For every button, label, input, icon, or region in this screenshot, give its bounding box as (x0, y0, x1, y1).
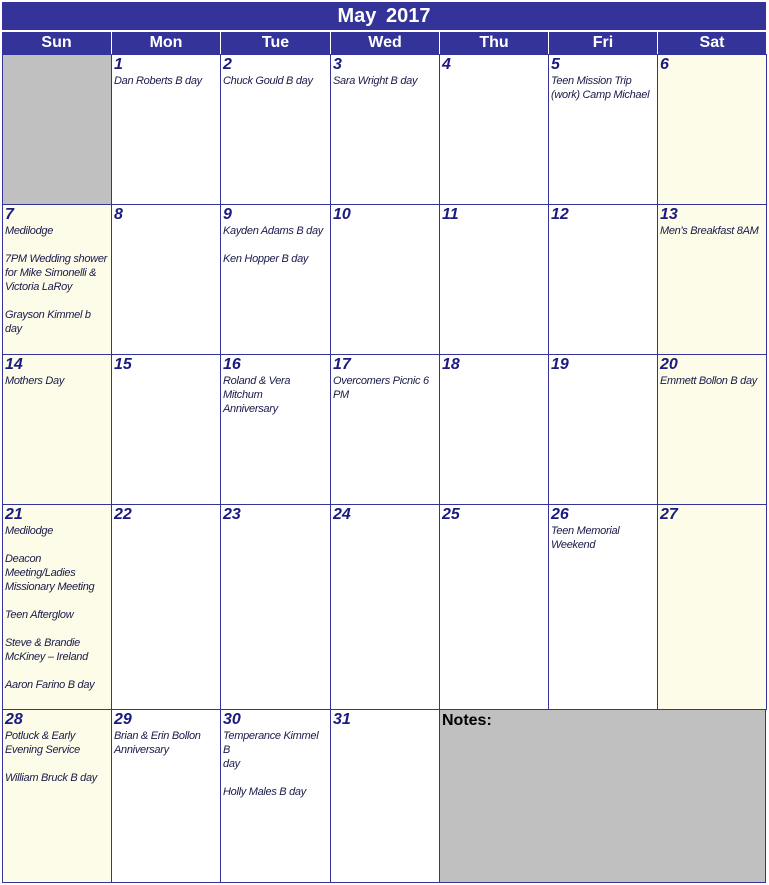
day-cell-3[interactable] (330, 54, 440, 205)
day-number: 4 (442, 56, 451, 73)
day-events: Medilodge 7PM Wedding shower for Mike Simonelli & Victoria LaRoy Grayson Kimmel b day (5, 225, 108, 335)
day-number: 21 (5, 506, 23, 523)
day-cell-4[interactable] (439, 54, 549, 205)
day-number: 9 (223, 206, 232, 223)
day-cell-27[interactable] (657, 504, 767, 710)
day-number: 29 (114, 711, 132, 728)
day-cell-18[interactable] (439, 354, 549, 505)
day-cell-13[interactable] (657, 204, 767, 355)
day-cell-31[interactable] (330, 709, 440, 883)
day-cell-22[interactable] (111, 504, 221, 710)
day-number: 16 (223, 356, 241, 373)
day-number: 19 (551, 356, 569, 373)
day-number: 31 (333, 711, 351, 728)
day-cell-8[interactable] (111, 204, 221, 355)
day-number: 24 (333, 506, 351, 523)
day-events: Chuck Gould B day (223, 75, 313, 87)
day-cell-16[interactable] (220, 354, 331, 505)
day-number: 3 (333, 56, 342, 73)
day-cell-19[interactable] (548, 354, 658, 505)
day-cell-30[interactable] (220, 709, 331, 883)
day-number: 10 (333, 206, 351, 223)
weekday-header-sat: Sat (658, 32, 766, 54)
calendar-title: May 2017 (2, 2, 766, 30)
day-events: Kayden Adams B day Ken Hopper B day (223, 225, 323, 265)
day-events: Mothers Day (5, 375, 65, 387)
notes-label: Notes: (442, 712, 492, 729)
empty-day-cell[interactable] (2, 54, 112, 205)
day-events: Temperance Kimmel B day Holly Males B day (223, 730, 319, 798)
day-cell-14[interactable] (2, 354, 112, 505)
day-cell-6[interactable] (657, 54, 767, 205)
day-cell-24[interactable] (330, 504, 440, 710)
day-events: Men's Breakfast 8AM (660, 225, 759, 237)
day-number: 11 (442, 206, 459, 223)
day-number: 14 (5, 356, 23, 373)
day-number: 25 (442, 506, 460, 523)
day-events: Potluck & Early Evening Service William Bruck B day (5, 730, 98, 784)
day-cell-25[interactable] (439, 504, 549, 710)
day-number: 6 (660, 56, 669, 73)
day-cell-23[interactable] (220, 504, 331, 710)
day-events: Medilodge Deacon Meeting/Ladies Missionary Meeting Teen Afterglow Steve & Brandie McKiney – Ireland Aaron Farino B day (5, 525, 95, 691)
weekday-header-thu: Thu (440, 32, 548, 54)
day-number: 22 (114, 506, 132, 523)
day-events: Roland & Vera Mitchum Anniversary (223, 375, 291, 415)
day-events: Teen Mission Trip (work) Camp Michael (551, 75, 650, 101)
day-cell-26[interactable] (548, 504, 658, 710)
day-cell-20[interactable] (657, 354, 767, 505)
day-cell-17[interactable] (330, 354, 440, 505)
day-cell-5[interactable] (548, 54, 658, 205)
day-number: 7 (5, 206, 14, 223)
day-events: Sara Wright B day (333, 75, 418, 87)
day-number: 20 (660, 356, 678, 373)
day-events: Overcomers Picnic 6 PM (333, 375, 429, 401)
day-number: 30 (223, 711, 241, 728)
day-number: 23 (223, 506, 241, 523)
day-number: 17 (333, 356, 351, 373)
weekday-header-tue: Tue (221, 32, 330, 54)
day-events: Teen Memorial Weekend (551, 525, 620, 551)
day-cell-21[interactable] (2, 504, 112, 710)
weekday-header-wed: Wed (331, 32, 439, 54)
day-cell-2[interactable] (220, 54, 331, 205)
day-number: 18 (442, 356, 460, 373)
weekday-header-mon: Mon (112, 32, 220, 54)
day-number: 12 (551, 206, 569, 223)
day-number: 27 (660, 506, 678, 523)
day-events: Emmett Bollon B day (660, 375, 758, 387)
day-number: 28 (5, 711, 23, 728)
day-cell-28[interactable] (2, 709, 112, 883)
day-events: Brian & Erin Bollon Anniversary (114, 730, 201, 756)
day-cell-1[interactable] (111, 54, 221, 205)
weekday-header-sun: Sun (2, 32, 111, 54)
day-number: 8 (114, 206, 123, 223)
day-number: 5 (551, 56, 560, 73)
day-cell-10[interactable] (330, 204, 440, 355)
day-number: 13 (660, 206, 678, 223)
day-cell-12[interactable] (548, 204, 658, 355)
day-cell-29[interactable] (111, 709, 221, 883)
day-cell-7[interactable] (2, 204, 112, 355)
day-number: 26 (551, 506, 569, 523)
day-cell-11[interactable] (439, 204, 549, 355)
calendar (2, 2, 766, 882)
day-events: Dan Roberts B day (114, 75, 202, 87)
notes-box[interactable] (439, 709, 766, 883)
day-cell-9[interactable] (220, 204, 331, 355)
day-cell-15[interactable] (111, 354, 221, 505)
weekday-header-fri: Fri (549, 32, 657, 54)
day-number: 1 (114, 56, 123, 73)
day-number: 15 (114, 356, 132, 373)
day-number: 2 (223, 56, 232, 73)
